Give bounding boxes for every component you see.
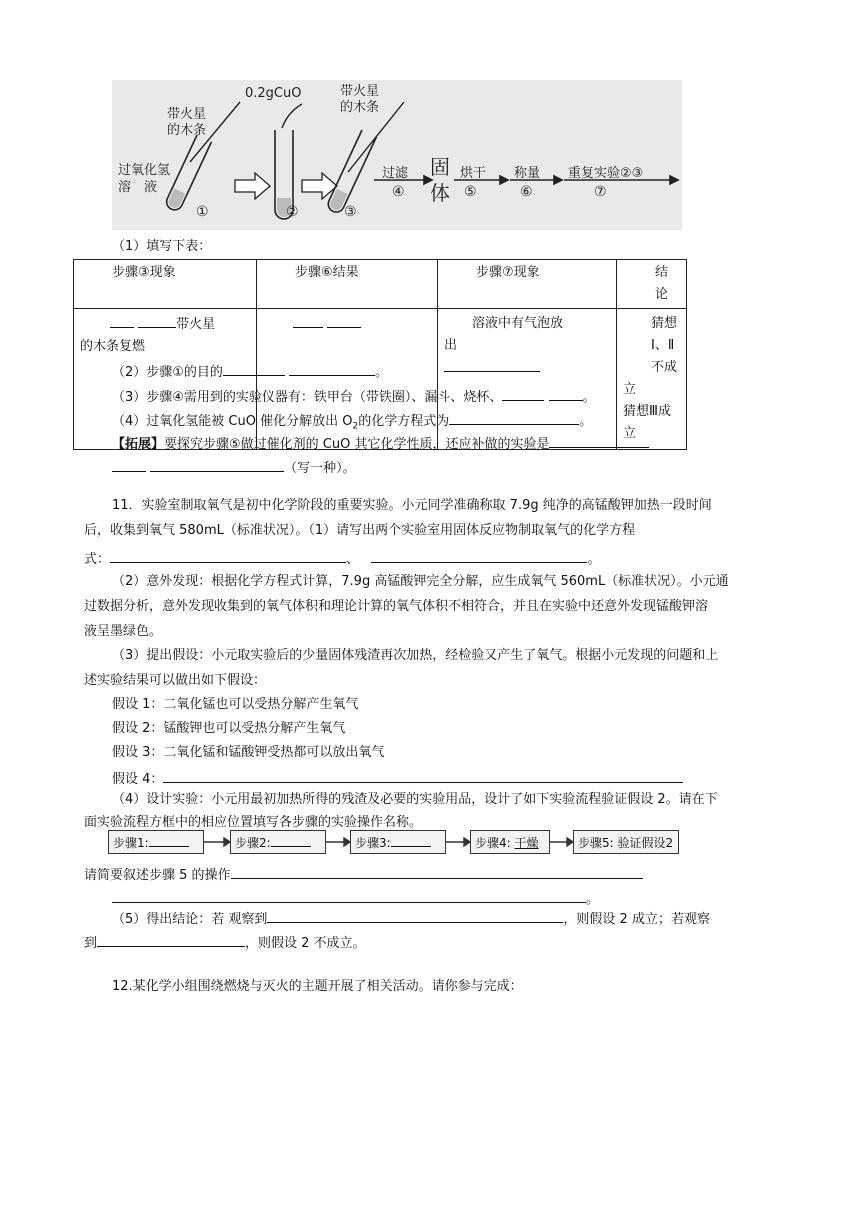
filter-num: ④ (392, 184, 405, 200)
answer-blank[interactable] (223, 361, 285, 376)
weigh-num: ⑥ (520, 184, 533, 200)
weigh-label: 称量 (514, 166, 541, 181)
answer-blank[interactable] (549, 433, 649, 448)
spatula (282, 104, 302, 128)
q11-line8: 述实验结果可以做出如下假设： (84, 673, 267, 688)
answer-blank[interactable] (138, 313, 176, 328)
solid-label: 固 体 (430, 155, 450, 205)
q12-line1: 12.某化学小组围绕燃烧与灭火的主题开展了相关活动。请你参与完成： (112, 979, 523, 994)
q10-extension: 【拓展】要探究步骤⑤做过催化剂的 CuO 其它化学性质，还应补做的实验是 (112, 433, 649, 454)
q10-part1: （1）填写下表： (112, 239, 212, 254)
answer-blank[interactable] (371, 548, 587, 563)
step-2-num: ② (286, 204, 299, 220)
table-cell: 猜想Ⅰ、Ⅱ不成 立 猜想Ⅲ成立 (617, 309, 687, 450)
q11-line1: 11．实验室制取氧气是初中化学阶段的重要实验。小元同学准确称取 7.9g 纯净的高锰酸钾加热一段时间 (112, 498, 712, 513)
cuo-label: 0.2gCuO (245, 86, 302, 101)
table-header: 结论 (617, 260, 687, 309)
flow-arrows (0, 830, 860, 856)
table-header: 步骤⑥结果 (257, 260, 438, 309)
hypothesis-1: 假设 1：二氧化锰也可以受热分解产生氧气 (112, 697, 359, 712)
q11-line13: 到 ，则假设 2 不成立。 (84, 932, 366, 953)
experiment-diagram (112, 80, 682, 230)
h2o2-label: 过氧化氢 溶 液 (118, 163, 171, 195)
hypothesis-3: 假设 3：二氧化锰和锰酸钾受热都可以放出氧气 (112, 745, 385, 760)
q11-line3: 式： 、 。 (84, 548, 600, 569)
step-3-num: ③ (344, 204, 357, 220)
hypothesis-2: 假设 2：锰酸钾也可以受热分解产生氧气 (112, 721, 346, 736)
answer-blank[interactable] (97, 932, 245, 947)
dry-num: ⑤ (464, 184, 477, 200)
q10-part2: （2）步骤①的目的 。 (112, 361, 388, 382)
hypothesis-4: 假设 4： (112, 768, 683, 789)
table-header: 步骤③现象 (74, 260, 257, 309)
q11-line4: （2）意外发现：根据化学方程式计算，7.9g 高锰酸钾完全分解，应生成氧气 560mL（标准状况）。小元通 (112, 574, 729, 589)
answer-blank[interactable] (110, 313, 134, 328)
answer-blank[interactable] (150, 457, 284, 472)
answer-blank[interactable] (502, 386, 544, 401)
table-cell: 溶液中有气泡放 出 (438, 309, 617, 450)
flow-step-1: 步骤1: (108, 830, 204, 854)
q11-line7: （3）提出假设：小元取实验后的少量固体残渣再次加热，经检验又产生了氧气。根据小元发现的问题和上 (112, 648, 719, 663)
flow-step-5: 步骤5: 验证假设2 (573, 830, 679, 854)
table-header-row (74, 260, 687, 309)
splint-label-1: 带火星 的木条 (167, 107, 207, 138)
q10-part4: （4）过氧化氢能被 CuO 催化分解放出 $O_2$的化学方程式为 。 (112, 410, 592, 436)
answer-blank[interactable] (163, 768, 683, 783)
q11-line5: 过数据分析，意外发现收集到的氧气体积和理论计算的氧气体积不相符合，并且在实验中还意外发现锰酸钾溶 (84, 599, 709, 614)
repeat-label: 重复实验②③ (568, 166, 644, 181)
answer-blank[interactable] (549, 386, 583, 401)
q10-part3: （3）步骤④需用到的实验仪器有：铁甲台（带铁圈）、漏斗、烧杯、 。 (112, 386, 596, 407)
q10-extension-cont: （写一种）。 (112, 457, 356, 478)
answer-blank[interactable] (110, 548, 346, 563)
answer-blank[interactable] (444, 357, 540, 372)
answer-blank[interactable] (112, 888, 586, 903)
answer-blank[interactable] (289, 361, 375, 376)
answer-blank[interactable] (327, 313, 361, 328)
q11-line11: 请简要叙述步骤 5 的操作 (84, 864, 643, 885)
flow-step-4: 步骤4: 干燥 (470, 830, 550, 854)
answer-blank[interactable] (112, 457, 146, 472)
q11-line9: （4）设计实验：小元用最初加热所得的残渣及必要的实验用品，设计了如下实验流程验证假设 2。请在下 (112, 792, 718, 807)
answer-blank[interactable] (293, 313, 323, 328)
repeat-num: ⑦ (594, 184, 607, 200)
test-tube-3 (326, 130, 377, 215)
q11-line10: 面实验流程方框中的相应位置填写各步骤的实验操作名称。 (84, 815, 423, 830)
flow-step-2: 步骤2: (230, 830, 326, 854)
filter-label: 过滤 (382, 166, 409, 181)
test-tube-1 (164, 135, 211, 212)
dry-label: 烘干 (460, 166, 487, 181)
answer-blank[interactable] (449, 410, 579, 425)
arrow-1 (235, 173, 270, 199)
q11-line2: 后，收集到氧气 580mL（标准状况）。（1）请写出两个实验室用固体反应物制取氧气的化学方程 (84, 523, 636, 538)
flow-step-3: 步骤3: (350, 830, 446, 854)
splint-label-2: 带火星 的木条 (340, 84, 380, 115)
answer-blank[interactable] (231, 864, 643, 879)
step-1-num: ① (196, 204, 209, 220)
table-cell: 带火星 的木条复燃 (74, 309, 257, 450)
q11-line6: 液呈墨绿色。 (84, 624, 163, 639)
table-header: 步骤⑦现象 (438, 260, 617, 309)
answer-blank[interactable] (267, 908, 563, 923)
q11-line12: （5）得出结论：若 观察到 ，则假设 2 成立；若观察 (112, 908, 710, 929)
q11-line11-cont: 。 (112, 888, 599, 909)
